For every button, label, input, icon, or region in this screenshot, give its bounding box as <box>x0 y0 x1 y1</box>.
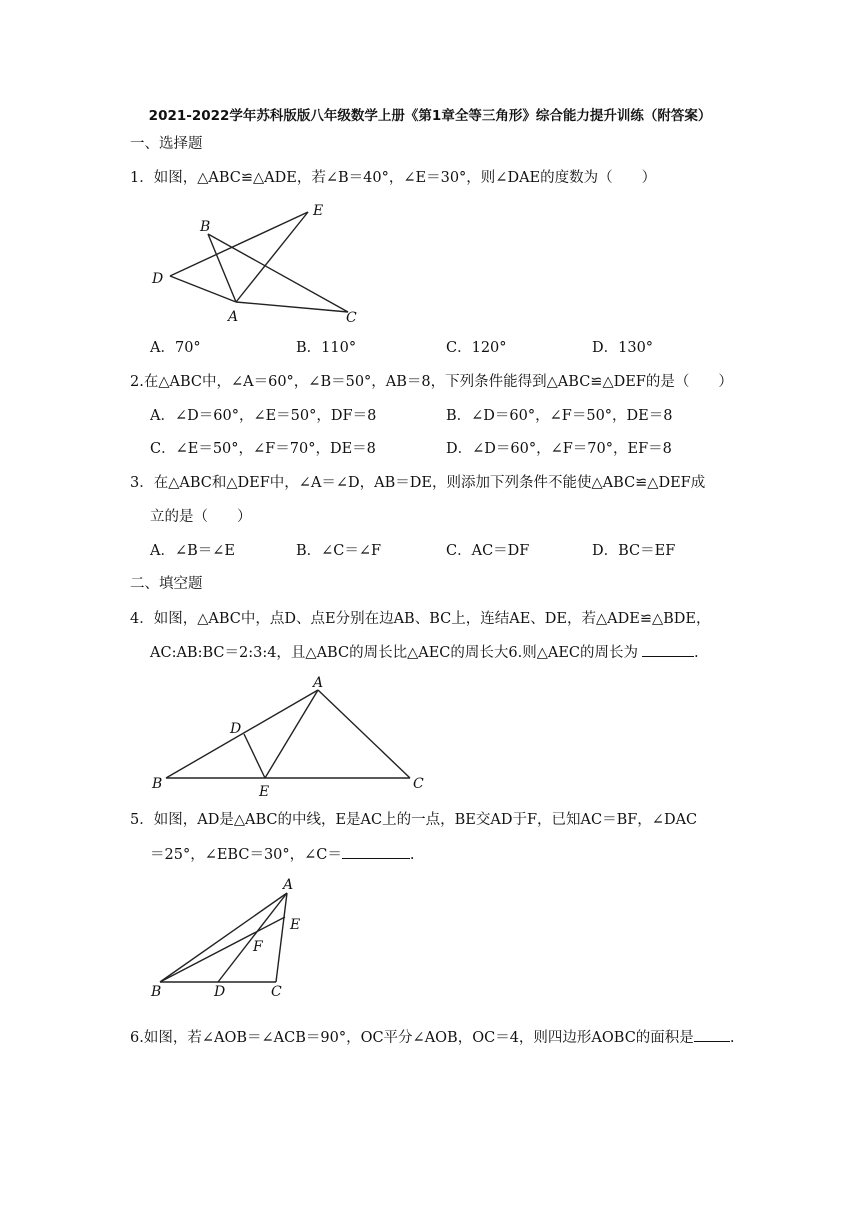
label-e: E <box>259 784 270 800</box>
question-1-figure <box>150 200 380 330</box>
label-d: D <box>152 271 164 287</box>
segment-ac <box>318 690 410 778</box>
option-d[interactable]: D．130° <box>592 340 654 356</box>
question-3-text-cont: 立的是（ ） <box>150 509 252 525</box>
section-heading-fill: 二、填空题 <box>130 576 203 592</box>
segment-ac <box>236 302 348 312</box>
question-6-text: 6.如图，若∠AOB＝∠ACB＝90°，OC平分∠AOB，OC＝4，则四边形AOBC的面积是 <box>130 1030 694 1046</box>
segment-bc <box>208 234 348 312</box>
option-b[interactable]: B．110° <box>296 340 357 356</box>
segment-ab <box>166 690 318 778</box>
document-title: 2021-2022学年苏科版版八年级数学上册《第1章全等三角形》综合能力提升训练（附答案） <box>148 108 712 124</box>
label-c: C <box>346 310 357 326</box>
label-a: A <box>313 675 324 691</box>
label-e: E <box>313 203 324 219</box>
segment-ab <box>160 893 287 982</box>
option-c[interactable]: C．AC＝DF <box>446 543 530 559</box>
option-b[interactable]: B．∠C＝∠F <box>296 543 382 559</box>
label-c: C <box>271 984 282 1000</box>
option-b[interactable]: B．∠D＝60°，∠F＝50°，DE＝8 <box>446 408 673 424</box>
segment-de <box>244 734 265 778</box>
question-4-text-cont: AC:AB:BC＝2:3:4，且△ABC的周长比△AEC的周长大6.则△AEC的周长为 . <box>150 642 699 663</box>
segment-ad <box>218 893 287 982</box>
segment-ac <box>276 893 287 982</box>
option-c[interactable]: C．120° <box>446 340 507 356</box>
label-c: C <box>413 776 424 792</box>
segment-de <box>170 212 308 276</box>
question-3-text: 3．在△ABC和△DEF中，∠A＝∠D，AB＝DE，则添加下列条件不能使△ABC≌△DEF成 <box>130 475 706 491</box>
label-a: A <box>228 309 239 325</box>
question-5-text-cont: ＝25°，∠EBC＝30°，∠C＝ . <box>150 844 415 865</box>
label-b: B <box>200 219 211 235</box>
answer-blank[interactable] <box>342 844 410 859</box>
question-5-figure <box>150 876 320 1001</box>
segment-ae <box>236 212 308 302</box>
option-c[interactable]: C．∠E＝50°，∠F＝70°，DE＝8 <box>150 441 376 457</box>
option-d[interactable]: D．BC＝EF <box>592 543 676 559</box>
label-e: E <box>290 917 301 933</box>
label-f: F <box>253 939 263 955</box>
label-d: D <box>214 984 226 1000</box>
segment-ae <box>265 690 318 778</box>
answer-blank[interactable] <box>694 1027 730 1042</box>
answer-blank[interactable] <box>642 642 694 657</box>
question-5-text-cont-label: ＝25°，∠EBC＝30°，∠C＝ <box>150 847 342 863</box>
option-a[interactable]: A．∠D＝60°，∠E＝50°，DF＝8 <box>150 408 377 424</box>
label-b: B <box>151 984 162 1000</box>
question-4-text-cont-label: AC:AB:BC＝2:3:4，且△ABC的周长比△AEC的周长大6.则△AEC的周长为 <box>150 645 639 661</box>
segment-ba <box>208 234 236 302</box>
label-a: A <box>283 877 294 893</box>
option-a[interactable]: A．70° <box>150 340 201 356</box>
label-b: B <box>152 776 163 792</box>
segment-be <box>160 917 285 982</box>
option-a[interactable]: A．∠B＝∠E <box>150 543 236 559</box>
segment-da <box>170 276 236 302</box>
question-4-figure <box>150 672 440 802</box>
question-5-text: 5．如图，AD是△ABC的中线，E是AC上的一点，BE交AD于F，已知AC＝BF，∠DAC <box>130 812 698 828</box>
question-6-text-line: 6.如图，若∠AOB＝∠ACB＝90°，OC平分∠AOB，OC＝4，则四边形AOBC的面积是 . <box>130 1027 734 1048</box>
question-2-text: 2.在△ABC中，∠A＝60°，∠B＝50°，AB＝8，下列条件能得到△ABC≌△DEF的是（ ） <box>130 374 733 390</box>
label-d: D <box>230 721 242 737</box>
question-1-text: 1．如图，△ABC≌△ADE，若∠B＝40°，∠E＝30°，则∠DAE的度数为（ ） <box>130 170 657 186</box>
section-heading-choice: 一、选择题 <box>130 136 203 152</box>
option-d[interactable]: D．∠D＝60°，∠F＝70°，EF＝8 <box>446 441 672 457</box>
question-4-text: 4．如图，△ABC中，点D、点E分别在边AB、BC上，连结AE、DE，若△ADE≌△BDE， <box>130 611 711 627</box>
